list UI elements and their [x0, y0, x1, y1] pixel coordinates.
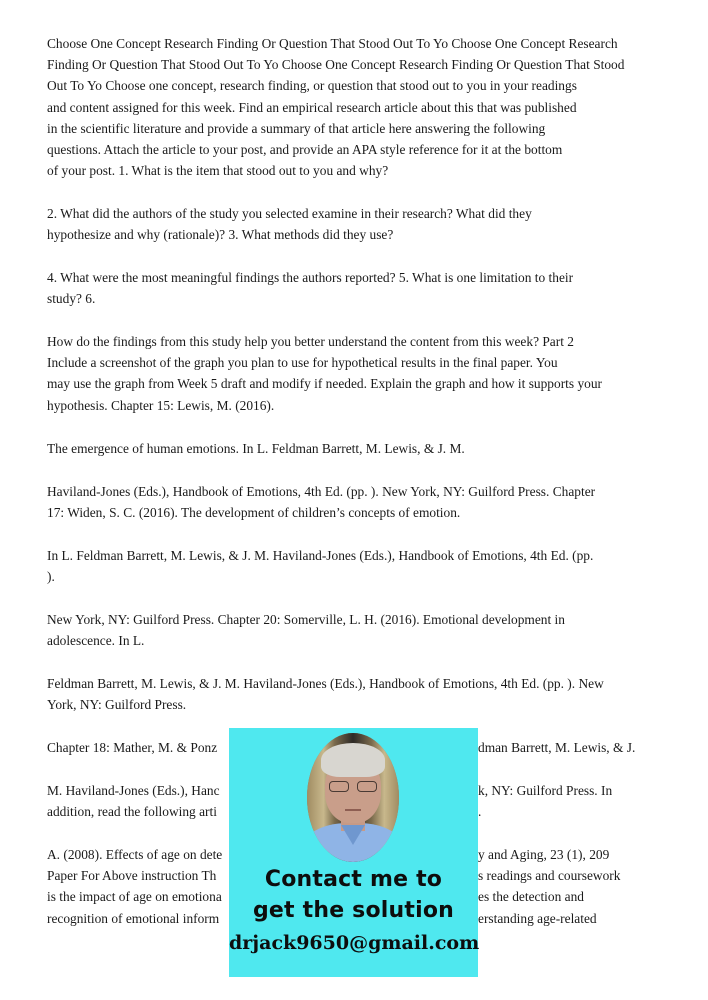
paragraph-reference-handbook [47, 545, 677, 587]
text-line: Out To Yo Choose one concept, research finding, or question that stood out to you in your readings [47, 78, 577, 94]
text-line: Include a screenshot of the graph you plan to use for hypothetical results in the final paper. You [47, 355, 558, 371]
text-line: 2. What did the authors of the study you selected examine in their research? What did they [47, 206, 532, 221]
text-fragment-left: addition, read the following arti [47, 804, 217, 820]
text-line: Finding Or Question That Stood Out To Yo Choose One Concept Research Finding Or Question That Stood [47, 57, 625, 73]
text-line: of your post. 1. What is the item that stood out to you and why? [47, 163, 389, 179]
text-fragment-right: s readings and coursework [478, 868, 621, 884]
text-fragment-left: Paper For Above instruction Th [47, 868, 217, 884]
text-line: Choose One Concept Research Finding Or Question That Stood Out To Yo Choose One Concept Research [47, 36, 618, 51]
text-line: New York, NY: Guilford Press. Chapter 20: Somerville, L. H. (2016). Emotional development in [47, 612, 565, 627]
text-line: Feldman Barrett, M. Lewis, & J. M. Haviland-Jones (Eds.), Handbook of Emotions, 4th Ed. (pp. ). New [47, 676, 604, 691]
text-line: Haviland-Jones (Eds.), Handbook of Emotions, 4th Ed. (pp. ). New York, NY: Guilford Press. Chapter [47, 484, 596, 499]
text-fragment-right: es the detection and [478, 889, 584, 905]
text-line: How do the findings from this study help you better understand the content from this week? Part 2 [47, 334, 574, 349]
text-line: may use the graph from Week 5 draft and modify if needed. Explain the graph and how it supports your [47, 376, 602, 392]
text-line: adolescence. In L. [47, 633, 145, 649]
text-line: 17: Widen, S. C. (2016). The development of children’s concepts of emotion. [47, 505, 461, 521]
text-fragment-left: recognition of emotional inform [47, 910, 220, 926]
person-portrait-icon [307, 733, 399, 862]
paragraph-questions-4-6 [47, 267, 677, 309]
contact-cta-line-1: Contact me to [264, 867, 443, 892]
text-fragment-left: A. (2008). Effects of age on dete [47, 847, 223, 862]
text-line: York, NY: Guilford Press. [47, 697, 187, 713]
contact-overlay-banner[interactable] [229, 728, 478, 977]
text-line: questions. Attach the article to your post, and provide an APA style reference for it at the bottom [47, 141, 563, 157]
contact-cta-line-2: get the solution [252, 898, 455, 923]
paragraph-instructions [47, 33, 677, 181]
text-line: study? 6. [47, 291, 96, 307]
contact-email-link[interactable]: drjack9650@gmail.com [229, 932, 480, 954]
paragraph-part-2 [47, 331, 677, 416]
paragraph-reference-lewis [47, 438, 677, 459]
text-line: ). [47, 569, 55, 585]
text-line: The emergence of human emotions. In L. Feldman Barrett, M. Lewis, & J. M. [47, 441, 465, 456]
paragraph-reference-somerville [47, 609, 677, 651]
text-line: and content assigned for this week. Find an empirical research article about this that was published [47, 99, 577, 115]
text-fragment-right: . [478, 804, 482, 820]
paragraph-questions-2-3 [47, 203, 677, 245]
text-fragment-right: k, NY: Guilford Press. In [478, 783, 613, 798]
text-fragment-right: y and Aging, 23 (1), 209 [478, 847, 610, 862]
text-line: hypothesize and why (rationale)? 3. What methods did they use? [47, 227, 394, 243]
text-line: 4. What were the most meaningful findings the authors reported? 5. What is one limitation to their [47, 270, 574, 285]
paragraph-reference-widen [47, 481, 677, 523]
text-fragment-left: Chapter 18: Mather, M. & Ponz [47, 740, 218, 755]
text-fragment-left: is the impact of age on emotiona [47, 889, 222, 905]
text-fragment-right: dman Barrett, M. Lewis, & J. [478, 740, 636, 755]
text-line: In L. Feldman Barrett, M. Lewis, & J. M. Haviland-Jones (Eds.), Handbook of Emotions, 4th Ed. (pp. [47, 548, 594, 563]
text-line: in the scientific literature and provide a summary of that article here answering the following [47, 120, 546, 136]
text-fragment-right: erstanding age-related [478, 910, 597, 926]
text-line: hypothesis. Chapter 15: Lewis, M. (2016). [47, 397, 275, 413]
paragraph-reference-handbook-2 [47, 673, 677, 715]
text-fragment-left: M. Haviland-Jones (Eds.), Hanc [47, 783, 220, 798]
